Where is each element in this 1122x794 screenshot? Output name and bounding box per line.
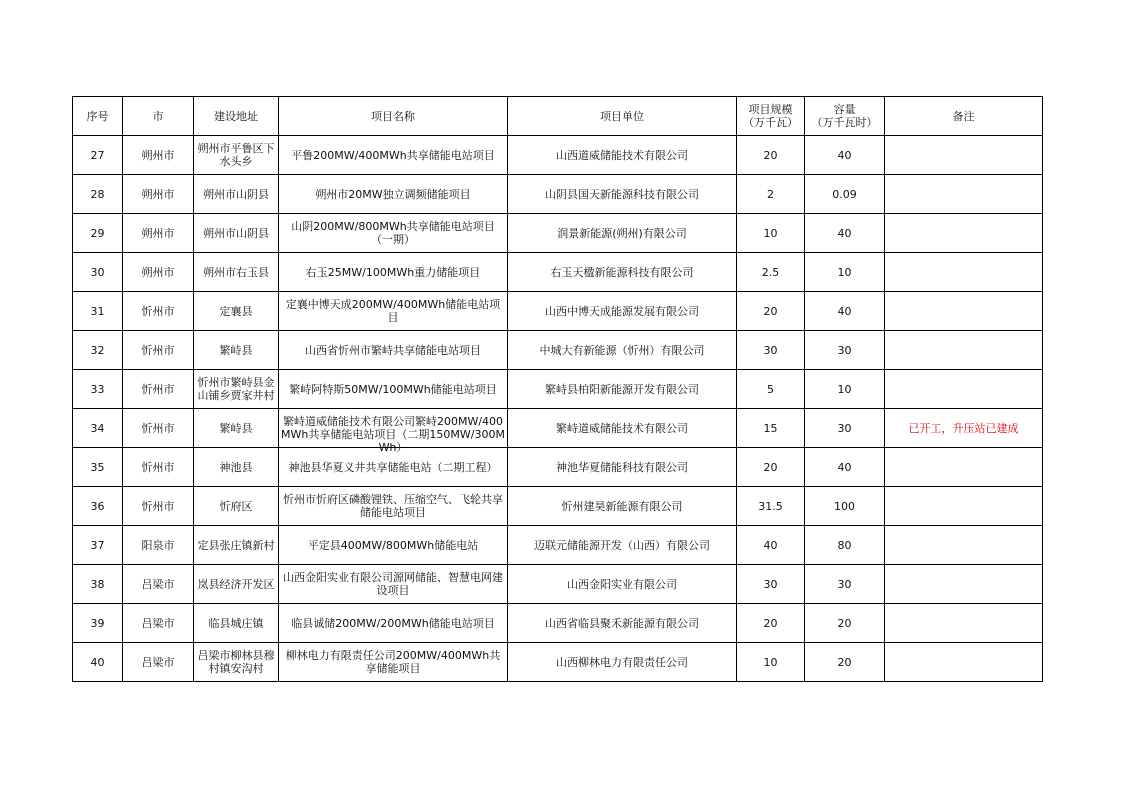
project-name-text: 忻州市忻府区磷酸锂铁、压缩空气、飞轮共享储能电站项目 — [283, 493, 503, 519]
city-text: 阳泉市 — [141, 538, 175, 552]
header-scale: 项目规模 （万千瓦） — [737, 97, 805, 136]
city-text: 忻州市 — [141, 382, 175, 396]
cell-city — [123, 175, 194, 214]
city-text: 吕梁市 — [141, 655, 175, 669]
cell-project-unit — [508, 643, 737, 682]
index-text: 37 — [90, 538, 105, 552]
cell-capacity — [805, 526, 885, 565]
project-unit-text: 繁峙道威储能技术有限公司 — [556, 421, 688, 435]
cell-index — [73, 526, 123, 565]
index-text: 38 — [90, 577, 105, 591]
project-name-text: 繁峙阿特斯50MW/100MWh储能电站项目 — [289, 382, 497, 396]
cell-address — [194, 292, 279, 331]
scale-text: 20 — [763, 460, 778, 474]
project-name-text: 山西省忻州市繁峙共享储能电站项目 — [305, 343, 481, 357]
project-name-text: 平鲁200MW/400MWh共享储能电站项目 — [291, 148, 495, 162]
index-text: 34 — [90, 421, 105, 435]
scale-text: 10 — [763, 655, 778, 669]
cell-city — [123, 370, 194, 409]
index-text: 27 — [90, 148, 105, 162]
scale-text: 20 — [763, 148, 778, 162]
cell-scale — [737, 643, 805, 682]
cell-address — [194, 214, 279, 253]
capacity-text: 30 — [837, 421, 852, 435]
cell-remarks — [885, 409, 1043, 448]
cell-project-unit — [508, 136, 737, 175]
cell-city — [123, 292, 194, 331]
header-project-unit: 项目单位 — [508, 97, 737, 136]
city-text: 忻州市 — [141, 499, 175, 513]
project-unit-text: 繁峙县柏阳新能源开发有限公司 — [545, 382, 699, 396]
remarks-text: 已开工，升压站已建成 — [908, 421, 1019, 435]
cell-capacity — [805, 448, 885, 487]
cell-scale — [737, 253, 805, 292]
cell-index — [73, 136, 123, 175]
cell-index — [73, 331, 123, 370]
project-name-text: 山西金阳实业有限公司源网储能、智慧电网建设项目 — [283, 571, 503, 597]
cell-index — [73, 214, 123, 253]
cell-capacity — [805, 409, 885, 448]
cell-project-name — [279, 292, 508, 331]
address-text: 朔州市山阴县 — [203, 226, 269, 240]
cell-project-name — [279, 604, 508, 643]
project-name-text: 繁峙道威储能技术有限公司繁峙200MW/400MWh共享储能电站项目（二期150MW/300MWh） — [281, 415, 505, 454]
cell-address — [194, 175, 279, 214]
cell-remarks — [885, 136, 1043, 175]
project-unit-text: 忻州建昊新能源有限公司 — [561, 499, 683, 513]
address-text: 岚县经济开发区 — [197, 577, 275, 591]
scale-text: 30 — [763, 343, 778, 357]
cell-city — [123, 526, 194, 565]
cell-address — [194, 253, 279, 292]
cell-capacity — [805, 370, 885, 409]
cell-project-name — [279, 565, 508, 604]
cell-scale — [737, 487, 805, 526]
cell-project-unit — [508, 487, 737, 526]
cell-project-unit — [508, 175, 737, 214]
project-unit-text: 神池华夏储能科技有限公司 — [556, 460, 688, 474]
cell-city — [123, 136, 194, 175]
table-header-row — [73, 97, 1043, 136]
project-unit-text: 中城大有新能源（忻州）有限公司 — [539, 343, 705, 357]
cell-remarks — [885, 565, 1043, 604]
cell-project-unit — [508, 331, 737, 370]
cell-project-unit — [508, 370, 737, 409]
scale-text: 2.5 — [761, 265, 780, 279]
scale-text: 5 — [767, 382, 774, 396]
table-row — [73, 643, 1043, 682]
cell-index — [73, 565, 123, 604]
cell-project-name — [279, 526, 508, 565]
cell-city — [123, 487, 194, 526]
project-name-text: 柳林电力有限责任公司200MW/400MWh共享储能项目 — [285, 649, 501, 675]
table-row — [73, 292, 1043, 331]
project-name-text: 山阴200MW/800MWh共享储能电站项目（一期） — [291, 220, 495, 246]
project-unit-text: 山西省临县聚禾新能源有限公司 — [545, 616, 699, 630]
cell-address — [194, 487, 279, 526]
cell-project-name — [279, 253, 508, 292]
cell-address — [194, 370, 279, 409]
table-body — [73, 136, 1043, 682]
cell-project-unit — [508, 292, 737, 331]
cell-address — [194, 409, 279, 448]
project-name-text: 临县诚储200MW/200MWh储能电站项目 — [291, 616, 495, 630]
project-name-text: 神池县华夏义井共享储能电站（二期工程） — [288, 460, 498, 474]
cell-remarks — [885, 214, 1043, 253]
capacity-text: 40 — [837, 460, 852, 474]
capacity-text: 20 — [837, 655, 852, 669]
cell-capacity — [805, 214, 885, 253]
cell-project-name — [279, 331, 508, 370]
cell-address — [194, 604, 279, 643]
city-text: 朔州市 — [141, 148, 175, 162]
header-capacity: 容量 （万千瓦时） — [805, 97, 885, 136]
table-row — [73, 565, 1043, 604]
address-text: 朔州市山阴县 — [203, 187, 269, 201]
project-unit-text: 山西柳林电力有限责任公司 — [556, 655, 688, 669]
address-text: 吕梁市柳林县穆村镇安沟村 — [197, 649, 275, 675]
cell-capacity — [805, 565, 885, 604]
capacity-text: 20 — [837, 616, 852, 630]
cell-index — [73, 487, 123, 526]
project-unit-text: 右玉天楹新能源科技有限公司 — [550, 265, 694, 279]
cell-capacity — [805, 604, 885, 643]
cell-index — [73, 604, 123, 643]
cell-scale — [737, 409, 805, 448]
address-text: 忻府区 — [219, 499, 253, 513]
index-text: 39 — [90, 616, 105, 630]
cell-remarks — [885, 370, 1043, 409]
table-row — [73, 448, 1043, 487]
cell-remarks — [885, 175, 1043, 214]
cell-index — [73, 253, 123, 292]
project-table — [72, 96, 1043, 682]
address-text: 定襄县 — [219, 304, 253, 318]
cell-index — [73, 370, 123, 409]
project-unit-text: 山西中博天成能源发展有限公司 — [545, 304, 699, 318]
scale-text: 31.5 — [758, 499, 783, 513]
address-text: 定县张庄镇新村 — [197, 538, 275, 552]
cell-address — [194, 331, 279, 370]
cell-remarks — [885, 487, 1043, 526]
project-unit-text: 迈联元储能源开发（山西）有限公司 — [534, 538, 710, 552]
index-text: 28 — [90, 187, 105, 201]
table-row — [73, 370, 1043, 409]
index-text: 36 — [90, 499, 105, 513]
capacity-text: 10 — [837, 265, 852, 279]
index-text: 30 — [90, 265, 105, 279]
cell-city — [123, 448, 194, 487]
table-row — [73, 331, 1043, 370]
city-text: 朔州市 — [141, 187, 175, 201]
cell-project-unit — [508, 526, 737, 565]
cell-index — [73, 175, 123, 214]
capacity-text: 80 — [837, 538, 852, 552]
address-text: 忻州市繁峙县金山铺乡贾家井村 — [197, 376, 275, 402]
capacity-text: 0.09 — [832, 187, 857, 201]
capacity-text: 30 — [837, 577, 852, 591]
cell-scale — [737, 370, 805, 409]
address-text: 朔州市平鲁区下水头乡 — [197, 142, 275, 168]
project-name-text: 平定县400MW/800MWh储能电站 — [307, 538, 479, 552]
cell-project-name — [279, 409, 508, 454]
city-text: 朔州市 — [141, 265, 175, 279]
capacity-text: 40 — [837, 304, 852, 318]
capacity-text: 10 — [837, 382, 852, 396]
table-row — [73, 175, 1043, 214]
project-unit-text: 山阴县国天新能源科技有限公司 — [545, 187, 699, 201]
capacity-text: 30 — [837, 343, 852, 357]
address-text: 神池县 — [219, 460, 253, 474]
address-text: 繁峙县 — [219, 343, 253, 357]
cell-project-name — [279, 175, 508, 214]
table-row — [73, 604, 1043, 643]
address-text: 朔州市右玉县 — [203, 265, 269, 279]
cell-remarks — [885, 643, 1043, 682]
scale-text: 20 — [763, 616, 778, 630]
cell-address — [194, 565, 279, 604]
city-text: 朔州市 — [141, 226, 175, 240]
cell-capacity — [805, 292, 885, 331]
header-index: 序号 — [73, 97, 123, 136]
project-unit-text: 山西金阳实业有限公司 — [567, 577, 677, 591]
cell-city — [123, 565, 194, 604]
table-row — [73, 136, 1043, 175]
table-row — [73, 409, 1043, 448]
cell-city — [123, 604, 194, 643]
scale-text: 40 — [763, 538, 778, 552]
cell-project-name — [279, 136, 508, 175]
city-text: 忻州市 — [141, 304, 175, 318]
city-text: 吕梁市 — [141, 577, 175, 591]
table-row — [73, 253, 1043, 292]
scale-text: 10 — [763, 226, 778, 240]
header-remarks: 备注 — [885, 97, 1043, 136]
city-text: 忻州市 — [141, 343, 175, 357]
cell-address — [194, 448, 279, 487]
cell-capacity — [805, 175, 885, 214]
project-unit-text: 山西道威储能技术有限公司 — [556, 148, 688, 162]
cell-scale — [737, 136, 805, 175]
cell-address — [194, 526, 279, 565]
cell-capacity — [805, 643, 885, 682]
cell-project-name — [279, 487, 508, 526]
cell-city — [123, 643, 194, 682]
project-name-text: 朔州市20MW独立调频储能项目 — [315, 187, 471, 201]
index-text: 29 — [90, 226, 105, 240]
cell-capacity — [805, 487, 885, 526]
index-text: 31 — [90, 304, 105, 318]
capacity-text: 100 — [834, 499, 855, 513]
city-text: 吕梁市 — [141, 616, 175, 630]
cell-project-name — [279, 370, 508, 409]
index-text: 35 — [90, 460, 105, 474]
cell-index — [73, 409, 123, 448]
cell-scale — [737, 214, 805, 253]
cell-scale — [737, 448, 805, 487]
cell-capacity — [805, 253, 885, 292]
cell-remarks — [885, 331, 1043, 370]
cell-project-name — [279, 214, 508, 253]
cell-scale — [737, 175, 805, 214]
city-text: 忻州市 — [141, 421, 175, 435]
cell-scale — [737, 565, 805, 604]
table-row — [73, 487, 1043, 526]
address-text: 临县城庄镇 — [208, 616, 264, 630]
cell-project-unit — [508, 214, 737, 253]
cell-index — [73, 292, 123, 331]
cell-remarks — [885, 292, 1043, 331]
table-row — [73, 214, 1043, 253]
cell-city — [123, 331, 194, 370]
cell-city — [123, 214, 194, 253]
cell-capacity — [805, 331, 885, 370]
cell-project-unit — [508, 604, 737, 643]
scale-text: 20 — [763, 304, 778, 318]
cell-scale — [737, 331, 805, 370]
cell-project-unit — [508, 253, 737, 292]
cell-remarks — [885, 526, 1043, 565]
index-text: 32 — [90, 343, 105, 357]
cell-project-unit — [508, 565, 737, 604]
project-unit-text: 润景新能源(朔州)有限公司 — [557, 226, 687, 240]
scale-text: 2 — [767, 187, 774, 201]
cell-address — [194, 136, 279, 175]
cell-remarks — [885, 253, 1043, 292]
capacity-text: 40 — [837, 148, 852, 162]
header-address: 建设地址 — [194, 97, 279, 136]
cell-scale — [737, 526, 805, 565]
index-text: 33 — [90, 382, 105, 396]
cell-capacity — [805, 136, 885, 175]
cell-scale — [737, 604, 805, 643]
project-name-text: 右玉25MW/100MWh重力储能项目 — [305, 265, 481, 279]
header-project-name: 项目名称 — [279, 97, 508, 136]
cell-project-unit — [508, 409, 737, 448]
scale-text: 30 — [763, 577, 778, 591]
city-text: 忻州市 — [141, 460, 175, 474]
document-page — [72, 96, 1043, 682]
cell-index — [73, 448, 123, 487]
project-name-text: 定襄中博天成200MW/400MWh储能电站项目 — [285, 298, 501, 324]
cell-city — [123, 409, 194, 448]
cell-city — [123, 253, 194, 292]
cell-index — [73, 643, 123, 682]
table-row — [73, 526, 1043, 565]
index-text: 40 — [90, 655, 105, 669]
cell-address — [194, 643, 279, 682]
cell-project-name — [279, 643, 508, 682]
header-city: 市 — [123, 97, 194, 136]
cell-scale — [737, 292, 805, 331]
cell-project-unit — [508, 448, 737, 487]
scale-text: 15 — [763, 421, 778, 435]
cell-remarks — [885, 604, 1043, 643]
cell-remarks — [885, 448, 1043, 487]
capacity-text: 40 — [837, 226, 852, 240]
address-text: 繁峙县 — [219, 421, 253, 435]
